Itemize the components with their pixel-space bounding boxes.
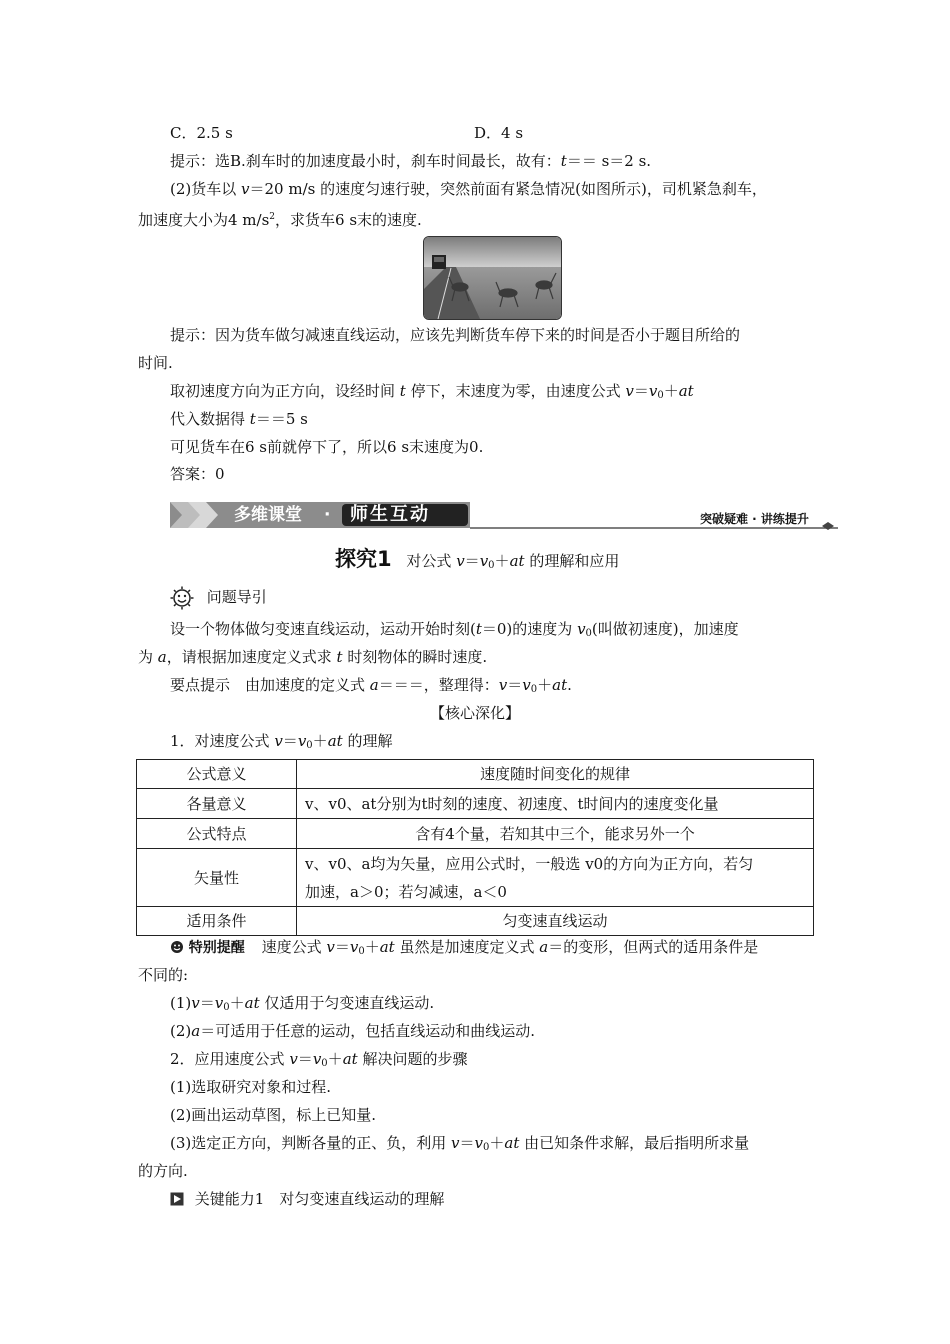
banner-left-text: 多维课堂	[234, 505, 302, 525]
guide-heading: 问题导引	[170, 586, 267, 610]
remark-smiley-icon	[170, 938, 184, 952]
remark-line-3: $(1)v=v_0+at$ 仅适用于匀变速直线运动.	[170, 994, 435, 1013]
remark-line-1: 特别提醒 速度公式 $v=v_0+at$ 虽然是加速度定义式 a＝的变形，但两式的适用条件是	[170, 936, 758, 963]
banner-right-text: 突破疑难 · 讲练提升	[700, 512, 809, 526]
smiley-icon	[170, 586, 194, 610]
table-row	[137, 760, 814, 789]
hint-2-line2: 时间.	[138, 354, 173, 372]
answer-line: 答案：0	[170, 465, 225, 483]
option-c: C．2.5 s	[170, 124, 233, 142]
guide-p1: 设一个物体做匀变速直线运动，运动开始时刻(t＝0)的速度为 $v_0$(叫做初速度)，加速度	[170, 620, 739, 639]
remark-line-4: (2)a＝可适用于任意的运动，包括直线运动和曲线运动.	[170, 1022, 535, 1040]
question-2-line2: 加速度大小为4 $m/s^2$，求货车6 s末的速度.	[138, 211, 422, 229]
key-hint: 要点提示 由加速度的定义式 a＝＝＝，整理得：$v=v_0+at$.	[170, 676, 572, 695]
truck-antelope-photo	[423, 236, 562, 320]
table-header-cell: 适用条件	[137, 907, 297, 936]
core-item-2: 2．应用速度公式 $v=v_0+at$ 解决问题的步骤	[170, 1050, 468, 1069]
table-value-cell: 含有4个量，若知其中三个，能求另外一个	[297, 819, 814, 849]
section-title: 探究1 对公式 $v=v_0+at$ 的理解和应用	[335, 547, 620, 571]
play-icon	[170, 1190, 184, 1204]
key-ability: 关键能力1 对匀变速直线运动的理解	[170, 1188, 444, 1210]
table-header-cell: 公式特点	[137, 819, 297, 849]
step-3-line2: 的方向.	[138, 1162, 188, 1180]
table-value-cell: 速度随时间变化的规律	[297, 760, 814, 789]
formula-table	[136, 759, 814, 936]
banner-dot: ·	[324, 505, 331, 525]
table-row	[137, 789, 814, 819]
section-banner	[170, 498, 838, 532]
substitution-line: 代入数据得 t＝＝5 s	[170, 410, 308, 428]
step-1: (1)选取研究对象和过程.	[170, 1078, 332, 1096]
option-d: D．4 s	[474, 124, 524, 142]
table-row	[137, 849, 814, 907]
table-header-cell: 各量意义	[137, 789, 297, 819]
table-header-cell: 公式意义	[137, 760, 297, 789]
table-header-cell: 矢量性	[137, 849, 297, 907]
step-2: (2)画出运动草图，标上已知量.	[170, 1106, 377, 1124]
table-row	[137, 907, 814, 936]
table-value-cell: v、v0、a均为矢量，应用公式时，一般选 v0的方向为正方向，若匀 加速，a＞0；若匀减速，a＜0	[297, 849, 814, 907]
section-label: 探究1	[335, 547, 392, 571]
core-item-1: 1．对速度公式 $v=v_0+at$ 的理解	[170, 732, 393, 751]
conclusion-line: 可见货车在6 s前就停下了，所以6 s末速度为0.	[170, 438, 484, 456]
table-value-cell: v、v0、at分别为t时刻的速度、初速度、t时间内的速度变化量	[297, 789, 814, 819]
road-scene-image	[424, 237, 561, 319]
remark-line-2: 不同的:	[138, 966, 189, 984]
remark-label: 特别提醒	[188, 940, 245, 956]
table-value-cell: 匀变速直线运动	[297, 907, 814, 936]
direction-line: 取初速度方向为正方向，设经时间 t 停下，末速度为零，由速度公式 $v=v_0+at$	[170, 382, 694, 401]
banner-mid-text: 师生互动	[350, 504, 430, 525]
hint-2-line1: 提示：因为货车做匀减速直线运动，应该先判断货车停下来的时间是否小于题目所给的	[170, 326, 741, 344]
core-heading: 【核心深化】	[429, 704, 520, 722]
table-row	[137, 819, 814, 849]
guide-p2: 为 a，请根据加速度定义式求 t 时刻物体的瞬时速度.	[138, 648, 488, 666]
hint-1: 提示：选B.刹车时的加速度最小时，刹车时间最长，故有：t＝＝ s＝2 s.	[170, 152, 652, 170]
question-2-line1: (2)货车以 v＝20 m/s 的速度匀速行驶，突然前面有紧急情况(如图所示)，司机紧急刹车，	[170, 180, 767, 198]
step-3-line1: (3)选定正方向，判断各量的正、负，利用 $v=v_0+at$ 由已知条件求解，最后指明所求量	[170, 1134, 750, 1153]
